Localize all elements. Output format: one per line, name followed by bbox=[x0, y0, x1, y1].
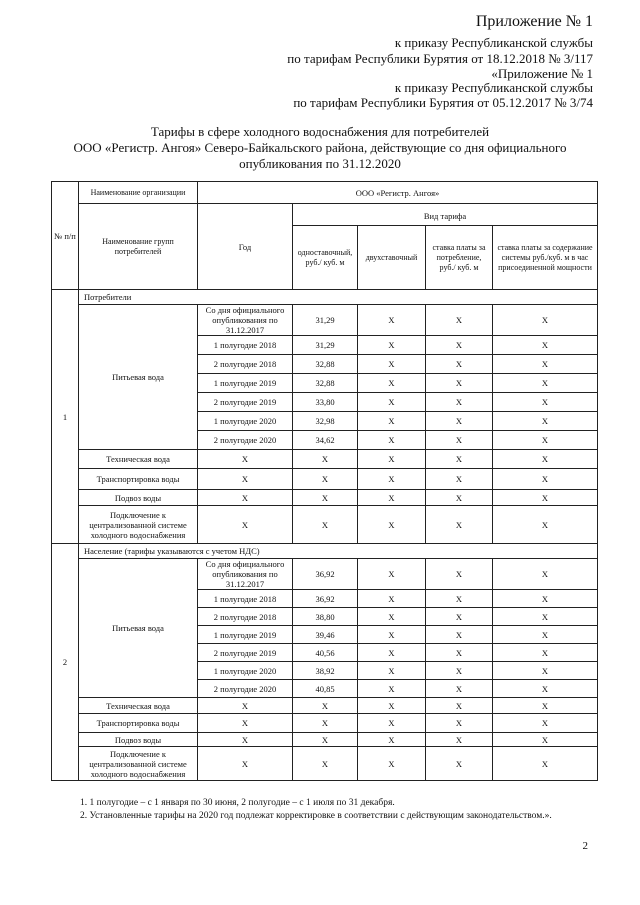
header-group: Наименование групп потребителей bbox=[79, 204, 198, 290]
maintenance-rate-cell: X bbox=[493, 662, 598, 680]
consumption-rate-cell: X bbox=[426, 450, 493, 469]
footnote-2: 2. Установленные тарифы на 2020 год подлежат корректировке в соответствии с действующим законодательством.». bbox=[80, 811, 552, 821]
one-rate-cell: 40,85 bbox=[293, 680, 358, 698]
maintenance-rate-cell: X bbox=[493, 336, 598, 355]
consumption-rate-cell: X bbox=[426, 698, 493, 714]
group-label: Подключение к централизованной системе холодного водоснабжения bbox=[79, 747, 198, 781]
table-row bbox=[52, 469, 598, 490]
period-cell: 2 полугодие 2020 bbox=[198, 431, 293, 450]
consumption-rate-cell: X bbox=[426, 431, 493, 450]
consumption-rate-cell: X bbox=[426, 733, 493, 747]
document-title bbox=[0, 124, 640, 172]
one-rate-cell: 32,88 bbox=[293, 355, 358, 374]
header-two-rate: двухставочный bbox=[358, 226, 426, 290]
title-line: Тарифы в сфере холодного водоснабжения для потребителей bbox=[150, 124, 490, 139]
section-heading: Потребители bbox=[79, 290, 598, 305]
two-rate-cell: X bbox=[358, 490, 426, 506]
consumption-rate-cell: X bbox=[426, 490, 493, 506]
consumption-rate-cell: X bbox=[426, 393, 493, 412]
header-tariff-type: Вид тарифа bbox=[293, 208, 598, 226]
two-rate-cell: X bbox=[358, 374, 426, 393]
two-rate-cell: X bbox=[358, 747, 426, 781]
one-rate-cell: X bbox=[293, 714, 358, 733]
maintenance-rate-cell: X bbox=[493, 305, 598, 336]
consumption-rate-cell: X bbox=[426, 355, 493, 374]
one-rate-cell: X bbox=[293, 506, 358, 544]
two-rate-cell: X bbox=[358, 590, 426, 608]
consumption-rate-cell: X bbox=[426, 305, 493, 336]
maintenance-rate-cell: X bbox=[493, 431, 598, 450]
two-rate-cell: X bbox=[358, 431, 426, 450]
one-rate-cell: 36,92 bbox=[293, 590, 358, 608]
one-rate-cell: X bbox=[293, 469, 358, 490]
two-rate-cell: X bbox=[358, 355, 426, 374]
header-one-rate: одноставочный, руб./ куб. м bbox=[293, 226, 358, 290]
one-rate-cell: X bbox=[293, 450, 358, 469]
period-cell: 2 полугодие 2018 bbox=[198, 355, 293, 374]
section-heading: Население (тарифы указываются с учетом НДС) bbox=[79, 544, 598, 559]
one-rate-cell: X bbox=[293, 733, 358, 747]
consumption-rate-cell: X bbox=[426, 626, 493, 644]
maintenance-rate-cell: X bbox=[493, 747, 598, 781]
maintenance-rate-cell: X bbox=[493, 469, 598, 490]
maintenance-rate-cell: X bbox=[493, 626, 598, 644]
period-cell: 1 полугодие 2019 bbox=[198, 374, 293, 393]
two-rate-cell: X bbox=[358, 393, 426, 412]
period-cell: 1 полугодие 2020 bbox=[198, 412, 293, 431]
two-rate-cell: X bbox=[358, 698, 426, 714]
group-label: Подвоз воды bbox=[79, 733, 198, 747]
maintenance-rate-cell: X bbox=[493, 490, 598, 506]
two-rate-cell: X bbox=[358, 626, 426, 644]
header-line: к приказу Республиканской службы bbox=[394, 35, 593, 50]
section-heading-row bbox=[52, 544, 598, 559]
period-cell: 1 полугодие 2020 bbox=[198, 662, 293, 680]
period-cell: 2 полугодие 2019 bbox=[198, 393, 293, 412]
one-rate-cell: 39,46 bbox=[293, 626, 358, 644]
two-rate-cell: X bbox=[358, 305, 426, 336]
one-rate-cell: X bbox=[293, 698, 358, 714]
two-rate-cell: X bbox=[358, 336, 426, 355]
one-rate-cell: 33,80 bbox=[293, 393, 358, 412]
table-row bbox=[52, 559, 598, 590]
header-line: «Приложение № 1 bbox=[491, 66, 593, 81]
consumption-rate-cell: X bbox=[426, 608, 493, 626]
group-label: Техническая вода bbox=[79, 450, 198, 469]
maintenance-rate-cell: X bbox=[493, 412, 598, 431]
period-cell: 2 полугодие 2019 bbox=[198, 644, 293, 662]
consumption-rate-cell: X bbox=[426, 336, 493, 355]
two-rate-cell: X bbox=[358, 608, 426, 626]
section-heading-row bbox=[52, 290, 598, 305]
header-no: № п/п bbox=[52, 182, 79, 290]
consumption-rate-cell: X bbox=[426, 644, 493, 662]
group-label: Транспортировка воды bbox=[79, 714, 198, 733]
table-row bbox=[52, 305, 598, 336]
group-label: Питьевая вода bbox=[79, 559, 198, 698]
two-rate-cell: X bbox=[358, 469, 426, 490]
table-row bbox=[52, 733, 598, 747]
header-consumption-rate: ставка платы за потребление, руб./ куб. м bbox=[426, 226, 493, 290]
maintenance-rate-cell: X bbox=[493, 393, 598, 412]
period-cell: X bbox=[198, 698, 293, 714]
group-label: Подключение к централизованной системе холодного водоснабжения bbox=[79, 506, 198, 544]
tariff-table bbox=[51, 181, 598, 781]
one-rate-cell: 32,88 bbox=[293, 374, 358, 393]
maintenance-rate-cell: X bbox=[493, 450, 598, 469]
two-rate-cell: X bbox=[358, 412, 426, 431]
row-number: 2 bbox=[52, 544, 79, 781]
org-name: ООО «Регистр. Ангоя» bbox=[198, 182, 598, 204]
one-rate-cell: 38,92 bbox=[293, 662, 358, 680]
maintenance-rate-cell: X bbox=[493, 714, 598, 733]
consumption-rate-cell: X bbox=[426, 506, 493, 544]
row-number: 1 bbox=[52, 290, 79, 544]
two-rate-cell: X bbox=[358, 450, 426, 469]
maintenance-rate-cell: X bbox=[493, 698, 598, 714]
table-row bbox=[52, 698, 598, 714]
two-rate-cell: X bbox=[358, 680, 426, 698]
maintenance-rate-cell: X bbox=[493, 608, 598, 626]
period-cell: 1 полугодие 2018 bbox=[198, 590, 293, 608]
one-rate-cell: 31,29 bbox=[293, 305, 358, 336]
one-rate-cell: 36,92 bbox=[293, 559, 358, 590]
maintenance-rate-cell: X bbox=[493, 590, 598, 608]
period-cell: X bbox=[198, 747, 293, 781]
header-line: по тарифам Республики Бурятия от 18.12.2018 № 3/117 bbox=[287, 51, 593, 66]
footnote-1: 1. 1 полугодие – с 1 января по 30 июня, 2 полугодие – с 1 июля по 31 декабря. bbox=[80, 798, 395, 808]
group-label: Питьевая вода bbox=[79, 305, 198, 450]
header-line: к приказу Республиканской службы bbox=[394, 80, 593, 95]
period-cell: X bbox=[198, 450, 293, 469]
maintenance-rate-cell: X bbox=[493, 644, 598, 662]
maintenance-rate-cell: X bbox=[493, 374, 598, 393]
one-rate-cell: 31,29 bbox=[293, 336, 358, 355]
maintenance-rate-cell: X bbox=[493, 506, 598, 544]
group-label: Техническая вода bbox=[79, 698, 198, 714]
page-number: 2 bbox=[582, 840, 588, 852]
table-row bbox=[52, 747, 598, 781]
table-row bbox=[52, 714, 598, 733]
period-cell: Со дня официального опубликования по 31.12.2017 bbox=[198, 305, 293, 336]
one-rate-cell: X bbox=[293, 490, 358, 506]
title-line: ООО «Регистр. Ангоя» Северо-Байкальского района, действующие со дня официального bbox=[73, 140, 567, 155]
two-rate-cell: X bbox=[358, 506, 426, 544]
maintenance-rate-cell: X bbox=[493, 559, 598, 590]
period-cell: X bbox=[198, 490, 293, 506]
period-cell: 2 полугодие 2018 bbox=[198, 608, 293, 626]
table-row bbox=[52, 450, 598, 469]
consumption-rate-cell: X bbox=[426, 469, 493, 490]
period-cell: Со дня официального опубликования по 31.12.2017 bbox=[198, 559, 293, 590]
header-maintenance-rate: ставка платы за содержание системы руб./куб. м в час присоединенной мощности bbox=[493, 226, 598, 290]
one-rate-cell: 38,80 bbox=[293, 608, 358, 626]
two-rate-cell: X bbox=[358, 733, 426, 747]
consumption-rate-cell: X bbox=[426, 662, 493, 680]
maintenance-rate-cell: X bbox=[493, 680, 598, 698]
period-cell: X bbox=[198, 506, 293, 544]
header-year: Год bbox=[198, 204, 293, 290]
maintenance-rate-cell: X bbox=[493, 733, 598, 747]
one-rate-cell: 40,56 bbox=[293, 644, 358, 662]
consumption-rate-cell: X bbox=[426, 412, 493, 431]
period-cell: 1 полугодие 2018 bbox=[198, 336, 293, 355]
period-cell: X bbox=[198, 469, 293, 490]
consumption-rate-cell: X bbox=[426, 680, 493, 698]
table-row bbox=[52, 490, 598, 506]
maintenance-rate-cell: X bbox=[493, 355, 598, 374]
group-label: Транспортировка воды bbox=[79, 469, 198, 490]
two-rate-cell: X bbox=[358, 714, 426, 733]
title-line: опубликования по 31.12.2020 bbox=[239, 156, 401, 171]
one-rate-cell: X bbox=[293, 747, 358, 781]
one-rate-cell: 34,62 bbox=[293, 431, 358, 450]
period-cell: X bbox=[198, 733, 293, 747]
appendix-title: Приложение № 1 bbox=[475, 13, 593, 30]
group-label: Подвоз воды bbox=[79, 490, 198, 506]
two-rate-cell: X bbox=[358, 644, 426, 662]
period-cell: 1 полугодие 2019 bbox=[198, 626, 293, 644]
consumption-rate-cell: X bbox=[426, 374, 493, 393]
consumption-rate-cell: X bbox=[426, 747, 493, 781]
two-rate-cell: X bbox=[358, 662, 426, 680]
table-row bbox=[52, 506, 598, 544]
period-cell: X bbox=[198, 714, 293, 733]
consumption-rate-cell: X bbox=[426, 714, 493, 733]
period-cell: 2 полугодие 2020 bbox=[198, 680, 293, 698]
one-rate-cell: 32,98 bbox=[293, 412, 358, 431]
header-line: по тарифам Республики Бурятия от 05.12.2017 № 3/74 bbox=[293, 95, 593, 110]
consumption-rate-cell: X bbox=[426, 559, 493, 590]
two-rate-cell: X bbox=[358, 559, 426, 590]
consumption-rate-cell: X bbox=[426, 590, 493, 608]
header-org: Наименование организации bbox=[79, 182, 198, 204]
